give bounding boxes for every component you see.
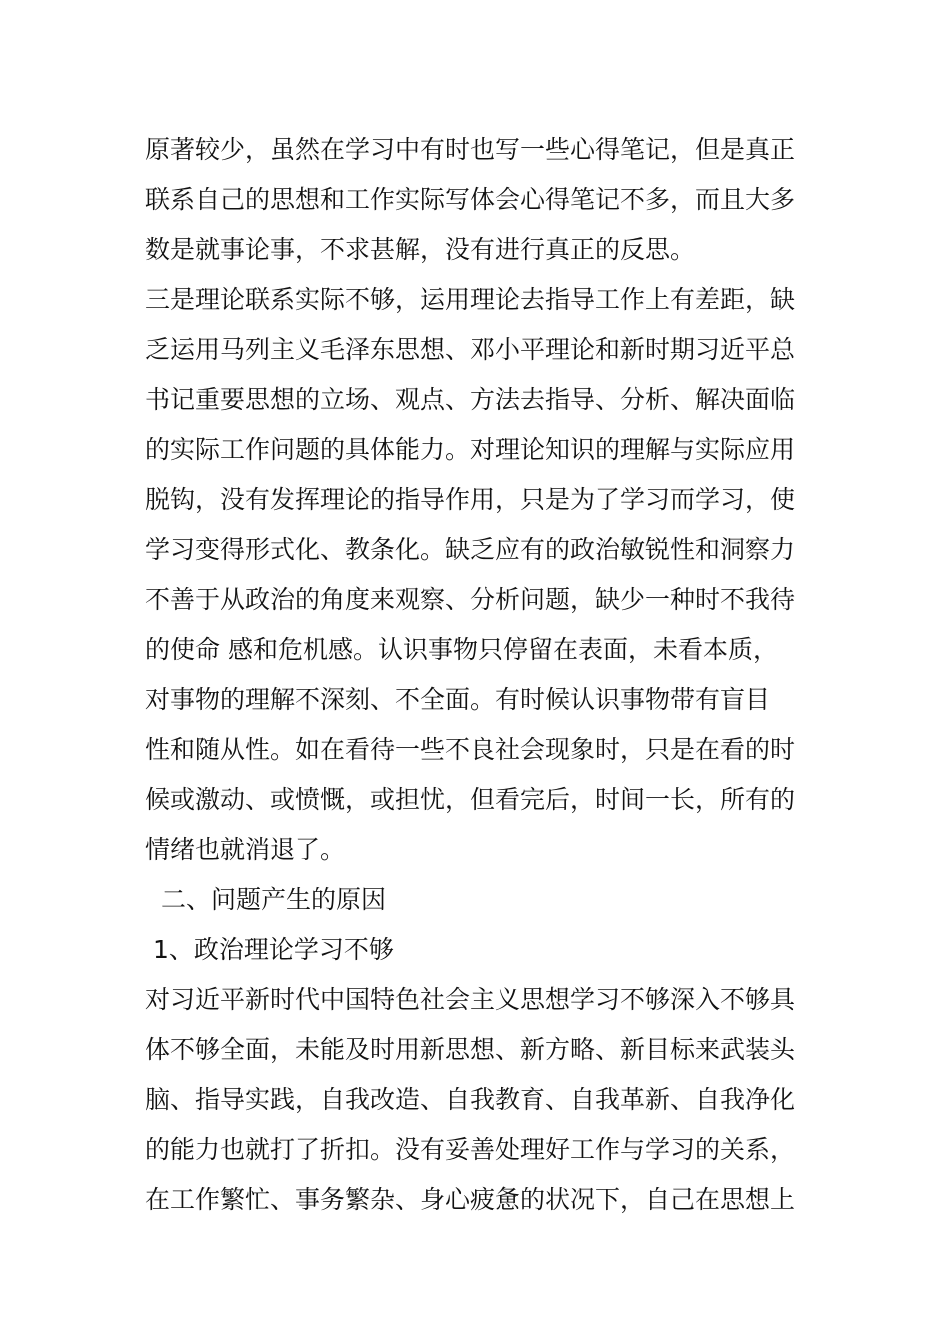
text-line: 学习变得形式化、教条化。缺乏应有的政治敏锐性和洞察力 <box>145 535 796 564</box>
text-line: 三是理论联系实际不够，运用理论去指导工作上有差距，缺 <box>145 285 796 314</box>
text-line: 的能力也就打了折扣。没有妥善处理好工作与学习的关系， <box>145 1135 796 1164</box>
section-heading: 二、问题产生的原因 <box>161 885 387 914</box>
text-line: 原著较少，虽然在学习中有时也写一些心得笔记，但是真正 <box>145 135 796 164</box>
text-line: 的使命 感和危机感。认识事物只停留在表面，未看本质， <box>145 635 778 664</box>
text-line: 候或激动、或愤慨，或担忧，但看完后，时间一长，所有的 <box>145 785 796 814</box>
text-line: 性和随从性。如在看待一些不良社会现象时，只是在看的时 <box>145 735 796 764</box>
text-line: 不善于从政治的角度来观察、分析问题，缺少一种时不我待 <box>145 585 796 614</box>
body-text <box>145 125 810 1225</box>
text-line: 体不够全面，未能及时用新思想、新方略、新目标来武装头 <box>145 1035 796 1064</box>
text-line: 对习近平新时代中国特色社会主义思想学习不够深入不够具 <box>145 985 796 1014</box>
text-line: 书记重要思想的立场、观点、方法去指导、分析、解决面临 <box>145 385 796 414</box>
text-line: 的实际工作问题的具体能力。对理论知识的理解与实际应用 <box>145 435 796 464</box>
text-line: 联系自己的思想和工作实际写体会心得笔记不多，而且大多 <box>145 185 796 214</box>
text-line: 脑、指导实践，自我改造、自我教育、自我革新、自我净化 <box>145 1085 796 1114</box>
text-line: 数是就事论事，不求甚解，没有进行真正的反思。 <box>145 235 696 264</box>
text-line: 脱钩，没有发挥理论的指导作用，只是为了学习而学习，使 <box>145 485 796 514</box>
subsection-heading: 1、政治理论学习不够 <box>153 935 394 964</box>
text-line: 情绪也就消退了。 <box>145 835 346 864</box>
text-line: 在工作繁忙、事务繁杂、身心疲惫的状况下，自己在思想上 <box>145 1185 796 1214</box>
text-line: 乏运用马列主义毛泽东思想、邓小平理论和新时期习近平总 <box>145 335 796 364</box>
text-line: 对事物的理解不深刻、不全面。有时候认识事物带有盲目 <box>145 685 771 714</box>
